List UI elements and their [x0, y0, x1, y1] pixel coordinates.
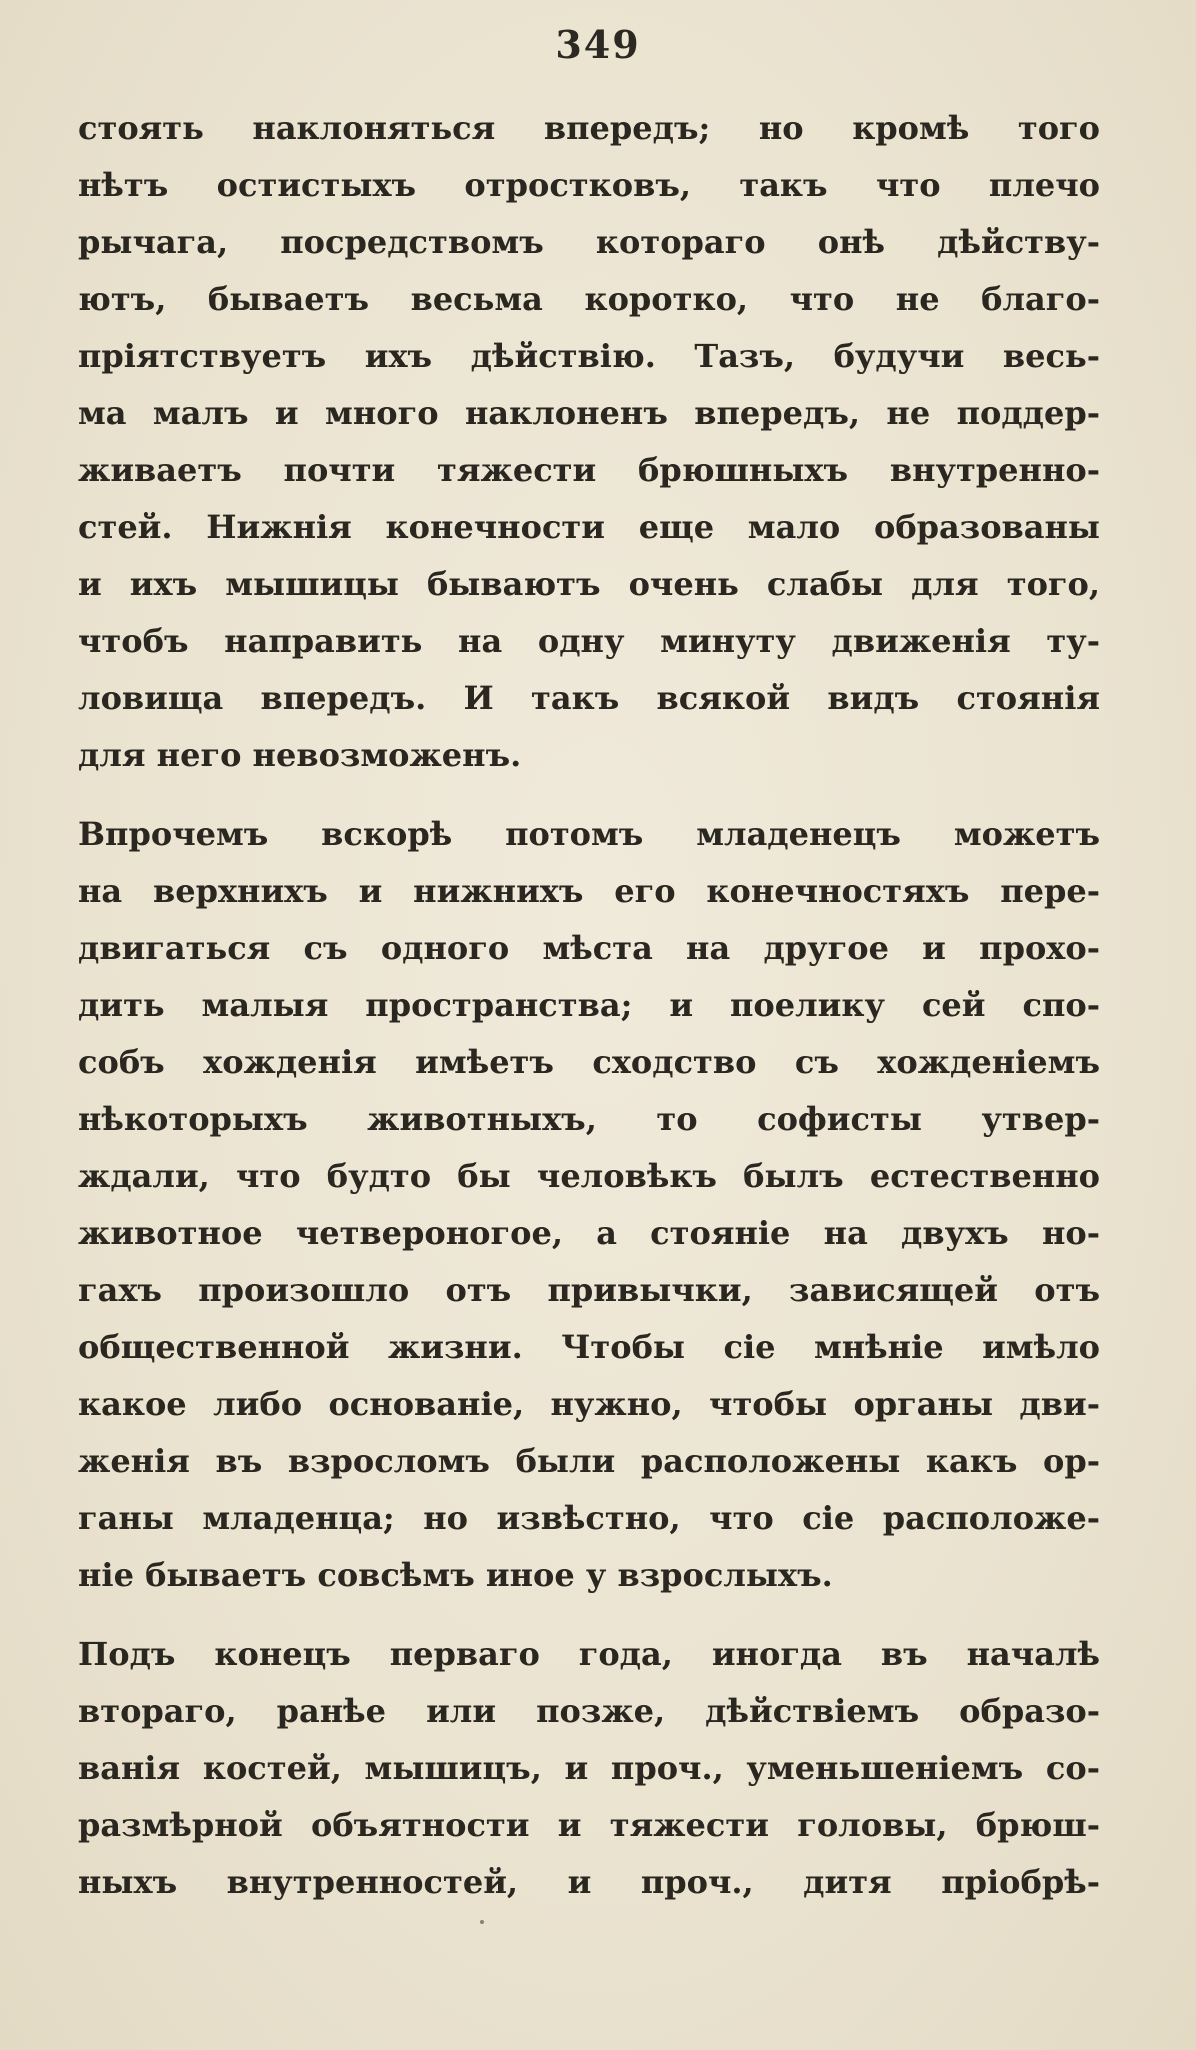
text-line: женія въ взросломъ были расположены какъ ор- [78, 1442, 1100, 1480]
text-line: стоять наклоняться впередъ; но кромѣ того [78, 109, 1100, 147]
text-line: рычага, посредствомъ котораго онѣ дѣйству- [78, 223, 1100, 261]
text-line: собъ хожденія имѣетъ сходство съ хожденіемъ [78, 1043, 1100, 1081]
paragraph-2 [78, 806, 1100, 1604]
text-line: ма малъ и много наклоненъ впередъ, не поддер- [78, 394, 1100, 432]
text-line: Впрочемъ вскорѣ потомъ младенецъ можетъ [78, 815, 1100, 853]
text-line: втораго, ранѣе или позже, дѣйствіемъ образо- [78, 1692, 1100, 1730]
text-line: пріятствуетъ ихъ дѣйствію. Тазъ, будучи весь- [78, 337, 1100, 375]
paragraph-1 [78, 100, 1100, 784]
text-line: дить малыя пространства; и поелику сей спо- [78, 986, 1100, 1024]
text-line: нѣкоторыхъ животныхъ, то софисты утвер- [78, 1100, 1100, 1138]
text-line: ганы младенца; но извѣстно, что сіе расположе- [78, 1499, 1100, 1537]
text-line: ждали, что будто бы человѣкъ былъ естественно [78, 1157, 1100, 1195]
text-line: чтобъ направить на одну минуту движенія ту- [78, 622, 1100, 660]
page-text [78, 100, 1100, 1911]
text-line: живаетъ почти тяжести брюшныхъ внутренно- [78, 451, 1100, 489]
text-line: ванія костей, мышицъ, и проч., уменьшеніемъ со- [78, 1749, 1100, 1787]
text-line: ютъ, бываетъ весьма коротко, что не благо- [78, 280, 1100, 318]
text-line: ныхъ внутренностей, и проч., дитя пріобрѣ- [78, 1863, 1100, 1901]
text-line: двигаться съ одного мѣста на другое и прохо- [78, 929, 1100, 967]
paper-speck [480, 1920, 484, 1924]
text-line: для него невозможенъ. [78, 736, 522, 774]
paragraph-3 [78, 1626, 1100, 1911]
text-line: стей. Нижнія конечности еще мало образованы [78, 508, 1100, 546]
text-line: размѣрной объятности и тяжести головы, брюш- [78, 1806, 1100, 1844]
page-number: 349 [555, 22, 641, 67]
text-line: животное четвероногое, а стояніе на двухъ но- [78, 1214, 1100, 1252]
text-line: нѣтъ остистыхъ отростковъ, такъ что плечо [78, 166, 1100, 204]
text-line: общественной жизни. Чтобы сіе мнѣніе имѣло [78, 1328, 1100, 1366]
text-line: ніе бываетъ совсѣмъ иное у взрослыхъ. [78, 1556, 833, 1594]
text-line: какое либо основаніе, нужно, чтобы органы дви- [78, 1385, 1100, 1423]
text-line: и ихъ мышицы бываютъ очень слабы для того, [78, 565, 1100, 603]
text-line: на верхнихъ и нижнихъ его конечностяхъ пере- [78, 872, 1100, 910]
text-line: ловища впередъ. И такъ всякой видъ стоянія [78, 679, 1100, 717]
text-line: Подъ конецъ перваго года, иногда въ началѣ [78, 1635, 1100, 1673]
text-line: гахъ произошло отъ привычки, зависящей отъ [78, 1271, 1100, 1309]
